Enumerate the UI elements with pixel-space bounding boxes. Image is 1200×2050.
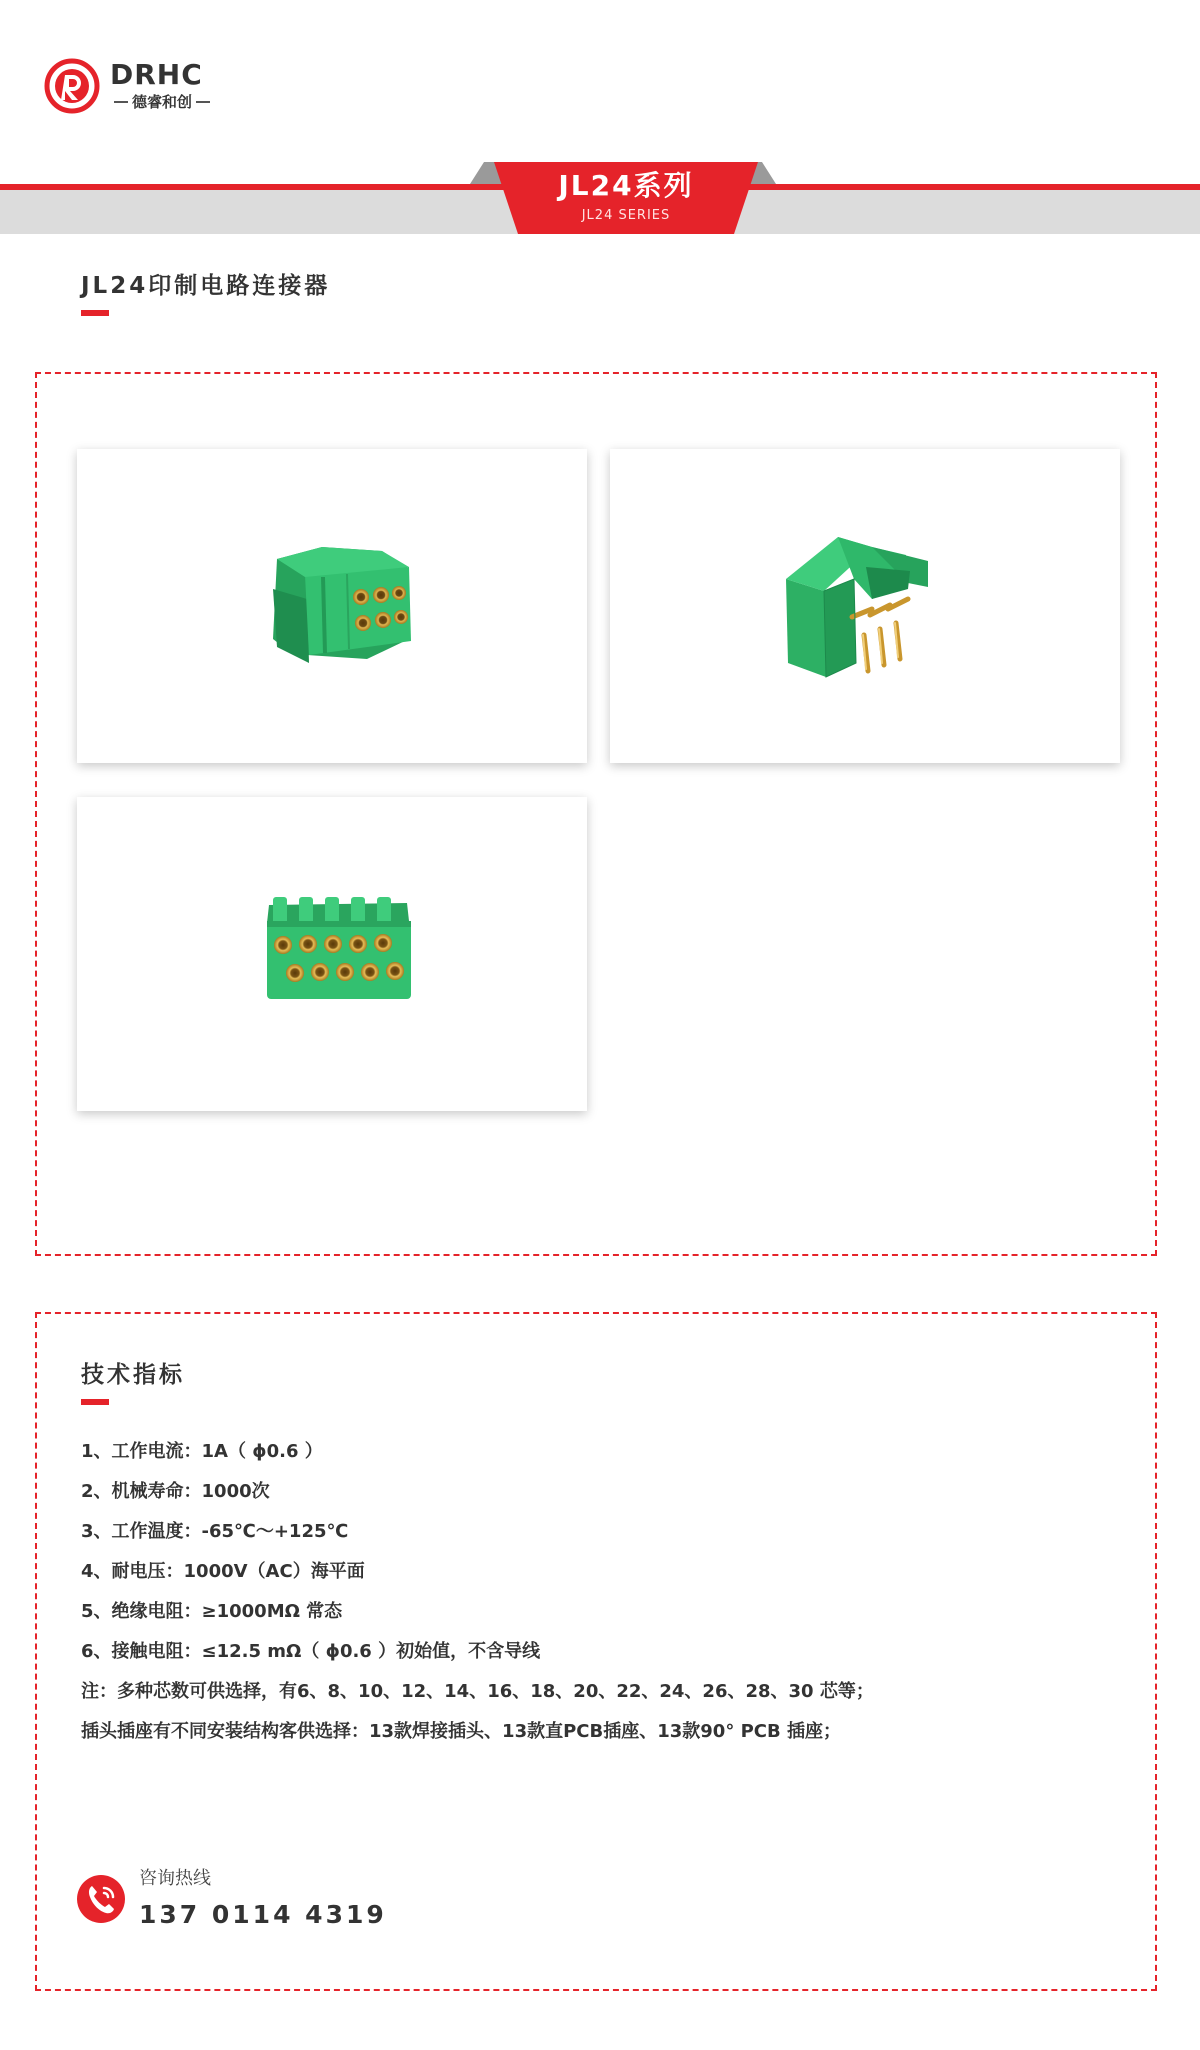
green-6-pin-plug-connector-icon bbox=[77, 449, 587, 763]
brand-tagline-row bbox=[110, 92, 214, 112]
spec-line: 2、机械寿命：1000次 bbox=[81, 1481, 270, 1502]
spec-list bbox=[81, 1432, 1121, 1752]
green-pcb-socket-with-gold-pins-icon bbox=[610, 449, 1120, 763]
spec-line: 3、工作温度：-65℃～+125℃ bbox=[81, 1521, 349, 1542]
product-image-card-2[interactable] bbox=[610, 449, 1120, 763]
spec-line: 4、耐电压：1000V（AC）海平面 bbox=[81, 1561, 365, 1582]
spec-line: 6、接触电阻：≤12.5 mΩ（ ϕ0.6 ）初始值，不含导线 bbox=[81, 1641, 541, 1662]
product-title-underline bbox=[81, 310, 109, 316]
brand-logo bbox=[44, 56, 214, 116]
green-10-pin-connector-front-icon bbox=[77, 797, 587, 1111]
logo-mark-icon bbox=[44, 58, 100, 114]
hotline-number[interactable]: 137 0114 4319 bbox=[139, 1900, 387, 1929]
brand-tagline: 德睿和创 bbox=[132, 93, 193, 111]
brand-name: DRHC bbox=[110, 58, 203, 91]
product-image-card-3[interactable] bbox=[77, 797, 587, 1111]
spec-note: 插头插座有不同安装结构客供选择：13款焊接插头、13款直PCB插座、13款90° PCB 插座； bbox=[81, 1721, 841, 1742]
product-section-title: JL24印制电路连接器 bbox=[81, 273, 331, 299]
phone-icon[interactable] bbox=[76, 1874, 126, 1924]
spec-line: 1、工作电流：1A（ ϕ0.6 ） bbox=[81, 1441, 323, 1462]
spec-note: 注：多种芯数可供选择，有6、8、10、12、14、16、18、20、22、24、26、28、30 芯等； bbox=[81, 1681, 874, 1702]
spec-section-title: 技术指标 bbox=[81, 1362, 185, 1388]
spec-line: 5、绝缘电阻：≥1000MΩ 常态 bbox=[81, 1601, 343, 1622]
series-title: JL24系列 bbox=[558, 169, 694, 202]
product-image-card-1[interactable] bbox=[77, 449, 587, 763]
spec-title-underline bbox=[81, 1399, 109, 1405]
hotline-label: 咨询热线 bbox=[139, 1868, 211, 1889]
series-subtitle: JL24 SERIES bbox=[581, 208, 671, 223]
